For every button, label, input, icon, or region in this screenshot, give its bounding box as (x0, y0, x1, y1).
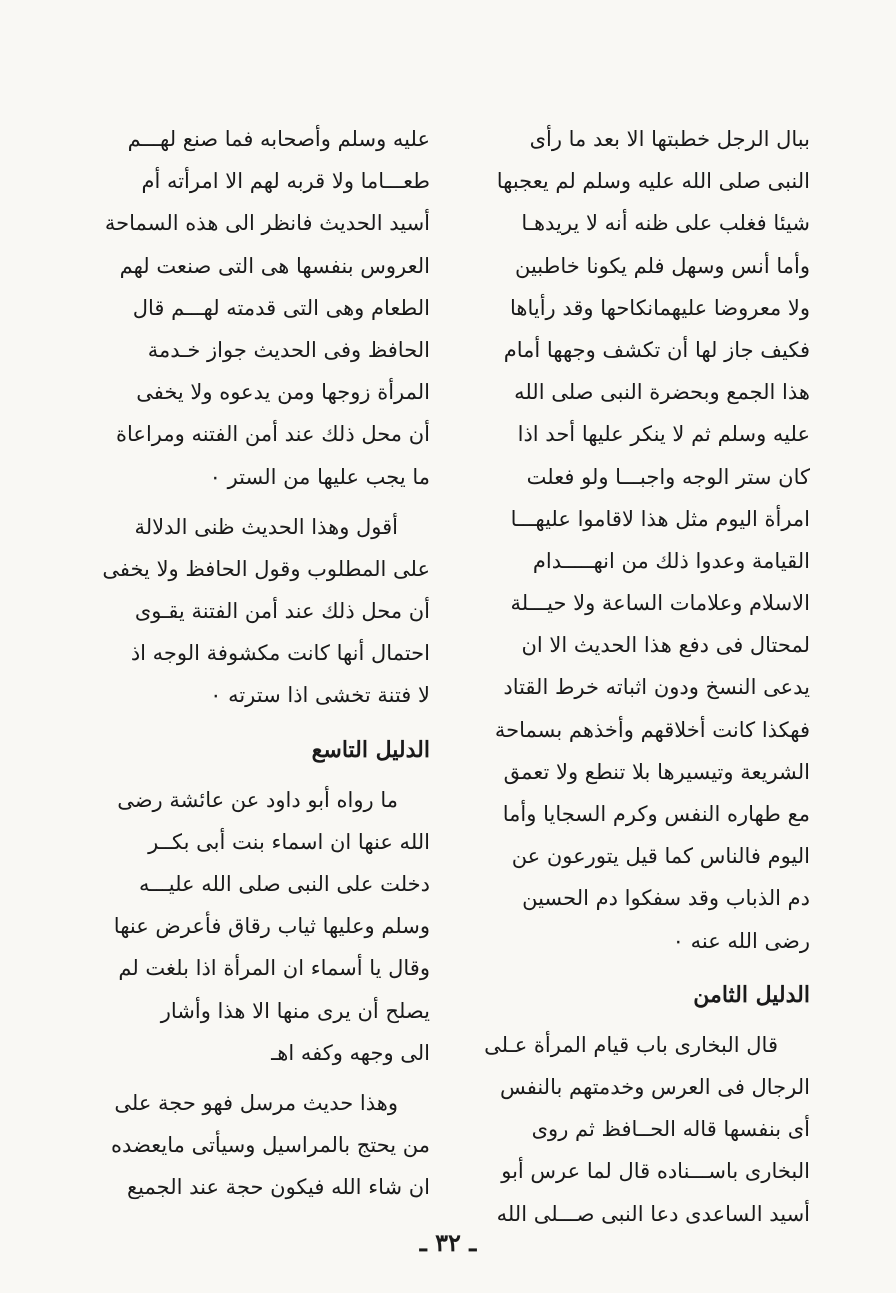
text-line: اليوم فالناس كما قيل يتورعون عن (511, 844, 810, 869)
paragraph-gap (100, 1074, 430, 1082)
text-line: شيئا فغلب على ظنه أنه لا يريدهـا (521, 211, 810, 236)
text-line: وهذا حديث مرسل فهو حجة على (114, 1090, 398, 1115)
text-line: فهكذا كانت أخلاقهم وأخذهم بسماحة (494, 717, 810, 742)
text-line: امرأة اليوم مثل هذا لاقاموا عليهـــا (510, 506, 810, 531)
right-column (480, 118, 810, 1235)
text-line: أسيد الساعدى دعا النبى صـــلى الله (496, 1201, 810, 1226)
text-line: أن محل ذلك عند أمن الفتنة يقـوى (134, 599, 430, 624)
text-line: وأما أنس وسهل فلم يكونا خاطبين (514, 253, 810, 278)
left-column (100, 118, 430, 1209)
text-line: النبى صلى الله عليه وسلم لم يعجبها (496, 169, 810, 194)
text-line: وسلم وعليها ثياب رقاق فأعرض عنها (113, 914, 430, 939)
text-line: البخارى باســـناده قال لما عرس أبو (501, 1159, 810, 1184)
text-line: الى وجهه وكفه اهـ (271, 1040, 430, 1065)
text-line: لا فتنة تخشى اذا سترته ٠ (210, 683, 430, 708)
text-line: فكيف جاز لها أن تكشف وجهها أمام (503, 337, 810, 362)
text-line: طعـــاما ولا قربه لهم الا امرأته أم (141, 169, 430, 194)
text-line: من يحتج بالمراسيل وسيأتى مايعضده (111, 1133, 430, 1158)
text-line: الشريعة وتيسيرها بلا تنطع ولا تعمق (503, 759, 810, 784)
text-line: يدعى النسخ ودون اثباته خرط القتاد (503, 675, 810, 700)
text-line: رضى الله عنه ٠ (672, 928, 810, 953)
text-line: أى بنفسها قاله الحــافظ ثم روى (531, 1117, 810, 1142)
text-line: هذا الجمع وبحضرة النبى صلى الله (514, 380, 810, 405)
text-line: الحافظ وفى الحديث جواز خـدمة (147, 337, 430, 362)
text-line: احتمال أنها كانت مكشوفة الوجه اذ (130, 641, 430, 666)
section-heading-eighth-evidence: الدليل الثامن (693, 981, 810, 1008)
text-line: أقول وهذا الحديث ظنى الدلالة (134, 514, 398, 539)
text-line: الله عنها ان اسماء بنت أبى بكــر (148, 829, 430, 854)
text-line: مع طهاره النفس وكرم السجايا وأما (502, 802, 810, 826)
text-line: ما رواه أبو داود عن عائشة رضى (117, 787, 398, 812)
text-line: الرجال فى العرس وخدمتهم بالنفس (499, 1074, 810, 1099)
text-line: عليه وسلم ثم لا ينكر عليها أحد اذا (517, 422, 810, 447)
text-line: دم الذباب وقد سفكوا دم الحسين (522, 886, 810, 911)
text-line: أن محل ذلك عند أمن الفتنه ومراعاة (116, 422, 430, 447)
text-line: ولا معروضا عليهمانكاحها وقد رأياها (510, 295, 810, 320)
text-line: يصلح أن يرى منها الا هذا وأشار (160, 998, 430, 1023)
text-line: قال البخارى باب قيام المرأة عـلى (484, 1032, 778, 1057)
paragraph-gap (100, 498, 430, 506)
text-line: عليه وسلم وأصحابه فما صنع لهـــم (127, 127, 430, 151)
text-line: الطعام وهى التى قدمته لهـــم قال (132, 295, 430, 320)
section-heading-ninth-evidence: الدليل التاسع (311, 736, 430, 763)
text-line: لمحتال فى دفع هذا الحديث الا ان (521, 633, 810, 658)
text-line: على المطلوب وقول الحافظ ولا يخفى (102, 556, 430, 581)
text-line: المرأة زوجها ومن يدعوه ولا يخفى (136, 380, 430, 405)
text-line: أسيد الحديث فانظر الى هذه السماحة (104, 211, 430, 236)
text-line: ما يجب عليها من الستر ٠ (209, 464, 430, 489)
page-number: ـ ٣٢ ـ (419, 1228, 477, 1257)
text-line: وقال يا أسماء ان المرأة اذا بلغت لم (118, 956, 430, 981)
text-line: الاسلام وعلامات الساعة ولا حيـــلة (510, 591, 810, 616)
text-line: ببال الرجل خطبتها الا بعد ما رأى (529, 127, 810, 151)
text-line: ان شاء الله فيكون حجة عند الجميع (127, 1175, 430, 1200)
text-line: العروس بنفسها هى التى صنعت لهم (119, 253, 430, 278)
text-line: كان ستر الوجه واجبـــا ولو فعلت (526, 464, 810, 489)
text-line: دخلت على النبى صلى الله عليـــه (139, 872, 430, 896)
text-line: القيامة وعدوا ذلك من انهـــــدام (532, 548, 810, 573)
